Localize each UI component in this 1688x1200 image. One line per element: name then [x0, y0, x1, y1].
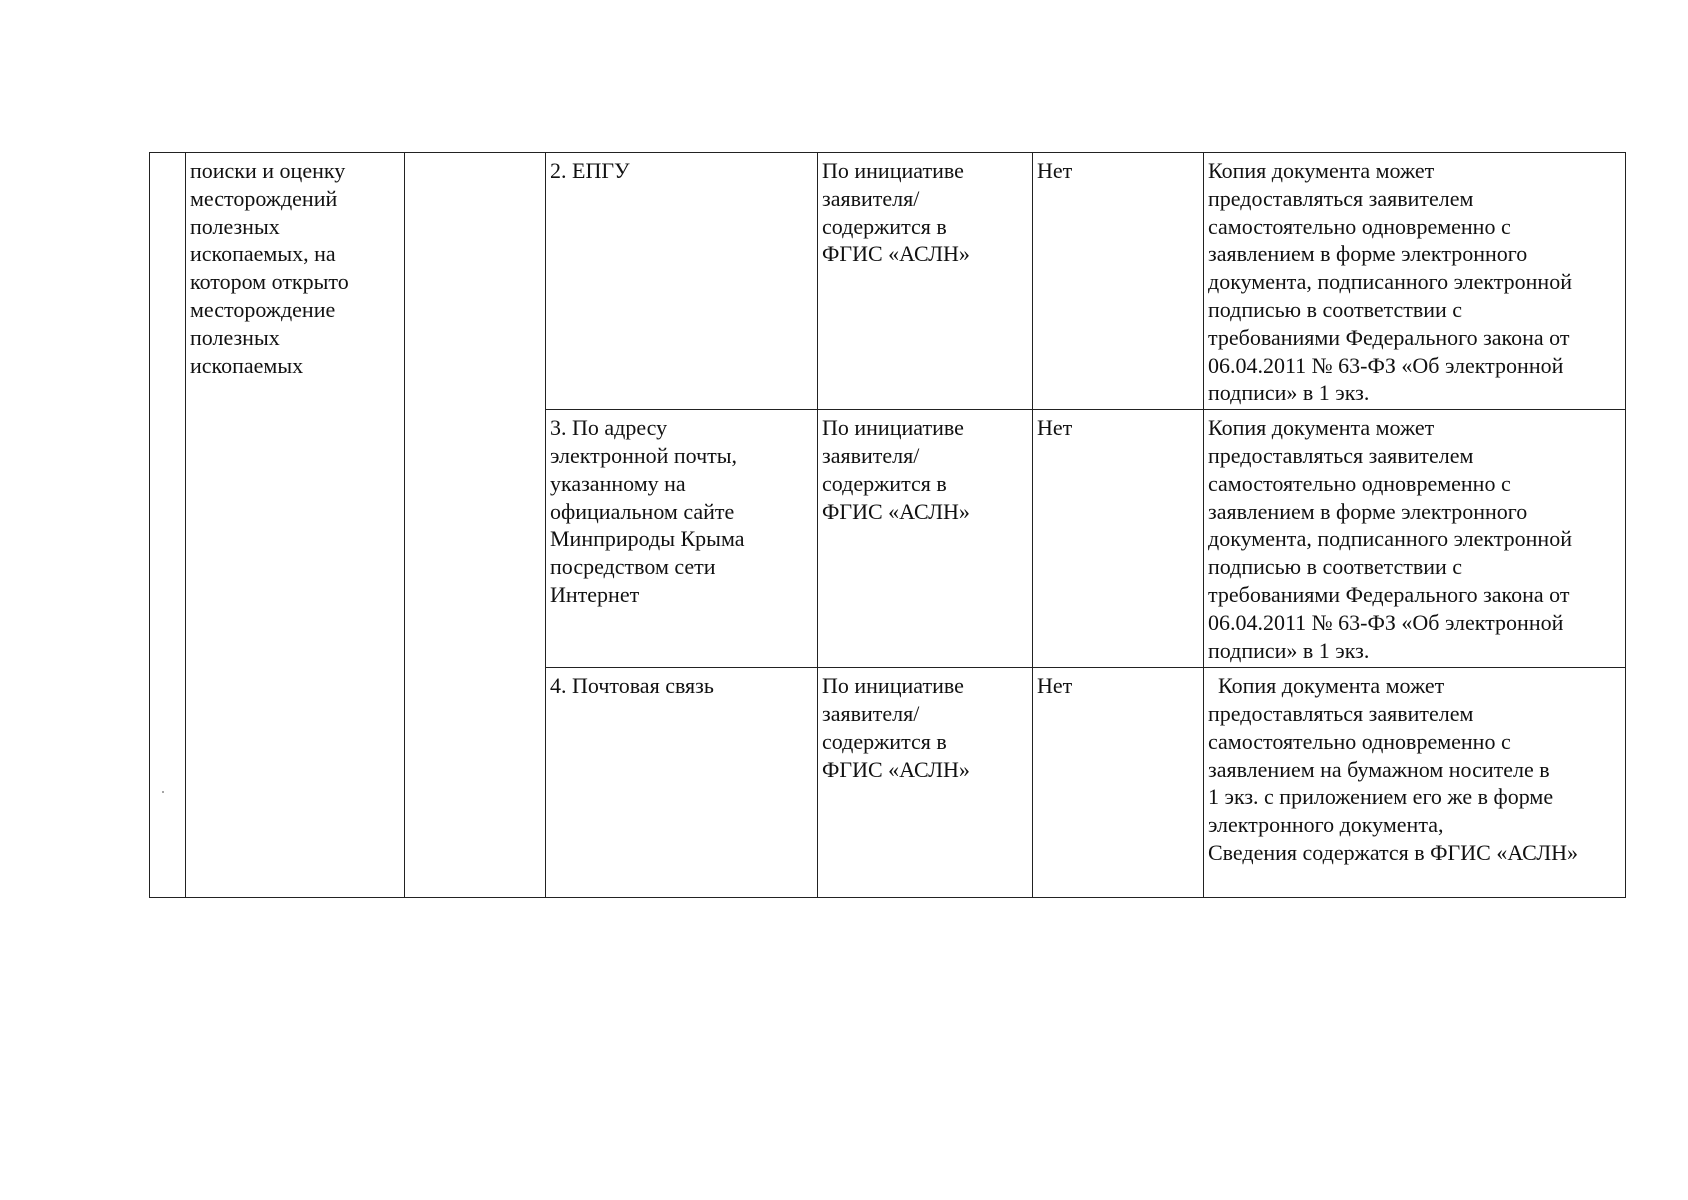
note-line: самостоятельно одновременно с — [1208, 728, 1511, 754]
note-line: электронного документа, — [1208, 812, 1444, 838]
note-line: самостоятельно одновременно с — [1208, 213, 1511, 239]
required-value: Нет — [1037, 673, 1073, 699]
required-cell — [1033, 153, 1204, 410]
document-table — [149, 152, 1626, 898]
initiative-line: ФГИС «АСЛН» — [822, 498, 970, 524]
document-name-line: котором открыто — [190, 269, 349, 295]
note-line: Сведения содержатся в ФГИС «АСЛН» — [1208, 839, 1579, 865]
submission-method-cell — [546, 153, 818, 410]
scan-speck — [162, 791, 164, 793]
document-name-line: месторождение — [190, 296, 336, 322]
note-cell — [1204, 410, 1626, 668]
method-line: 3. По адресу — [550, 415, 668, 441]
document-name-line: поиски и оценку — [190, 158, 346, 183]
note-line: требованиями Федерального закона от — [1208, 324, 1570, 350]
method-line: 2. ЕПГУ — [550, 158, 630, 183]
initiative-line: По инициативе — [822, 158, 964, 183]
initiative-line: ФГИС «АСЛН» — [822, 756, 970, 782]
initiative-line: содержится в — [822, 728, 947, 754]
note-line: Копия документа может — [1208, 415, 1435, 441]
note-line: подписью в соответствии с — [1208, 554, 1463, 580]
number-cell — [150, 153, 186, 898]
document-name-line: месторождений — [190, 185, 338, 211]
initiative-line: содержится в — [822, 213, 947, 239]
note-line: требованиями Федерального закона от — [1208, 581, 1570, 607]
initiative-line: заявителя/ — [822, 442, 920, 468]
method-line: официальном сайте — [550, 498, 735, 524]
initiative-cell — [818, 410, 1033, 668]
note-line: документа, подписанного электронной — [1208, 269, 1572, 295]
document-name-line: полезных — [190, 213, 280, 239]
required-cell — [1033, 668, 1204, 898]
empty-cell — [405, 153, 546, 898]
note-line: 06.04.2011 № 63-ФЗ «Об электронной — [1208, 609, 1564, 635]
initiative-line: По инициативе — [822, 673, 964, 699]
note-line: предоставляться заявителем — [1208, 442, 1474, 468]
note-line: предоставляться заявителем — [1208, 185, 1474, 211]
initiative-cell — [818, 668, 1033, 898]
document-name-line: полезных — [190, 324, 280, 350]
note-line: подписью в соответствии с — [1208, 296, 1463, 322]
required-cell — [1033, 410, 1204, 668]
document-name-line: ископаемых — [190, 352, 304, 378]
submission-method-cell — [546, 668, 818, 898]
initiative-line: заявителя/ — [822, 185, 920, 211]
method-line: электронной почты, — [550, 442, 738, 468]
note-cell — [1204, 153, 1626, 410]
initiative-line: содержится в — [822, 470, 947, 496]
method-line: указанному на — [550, 470, 686, 496]
note-line: заявлением в форме электронного — [1208, 241, 1528, 267]
initiative-line: заявителя/ — [822, 700, 920, 726]
method-line: Интернет — [550, 581, 640, 607]
note-line: подписи» в 1 экз. — [1208, 637, 1370, 663]
document-name-line: ископаемых, на — [190, 241, 336, 267]
note-line: самостоятельно одновременно с — [1208, 470, 1511, 496]
method-line: Минприроды Крыма — [550, 526, 745, 552]
note-cell — [1204, 668, 1626, 898]
required-value: Нет — [1037, 415, 1073, 441]
note-line: предоставляться заявителем — [1208, 700, 1474, 726]
note-line: подписи» в 1 экз. — [1208, 380, 1370, 406]
method-line: 4. Почтовая связь — [550, 673, 714, 699]
method-line: посредством сети — [550, 554, 716, 580]
initiative-line: По инициативе — [822, 415, 964, 441]
note-line: заявлением в форме электронного — [1208, 498, 1528, 524]
document-name-cell — [186, 153, 405, 898]
note-line: Копия документа может — [1208, 158, 1435, 183]
note-line: документа, подписанного электронной — [1208, 526, 1572, 552]
table-row — [150, 153, 1626, 410]
initiative-cell — [818, 153, 1033, 410]
note-line: 06.04.2011 № 63-ФЗ «Об электронной — [1208, 352, 1564, 378]
note-line: 1 экз. с приложением его же в форме — [1208, 784, 1554, 810]
note-line: заявлением на бумажном носителе в — [1208, 756, 1550, 782]
note-line: Копия документа может — [1218, 673, 1445, 699]
initiative-line: ФГИС «АСЛН» — [822, 241, 970, 267]
required-value: Нет — [1037, 158, 1073, 183]
submission-method-cell — [546, 410, 818, 668]
